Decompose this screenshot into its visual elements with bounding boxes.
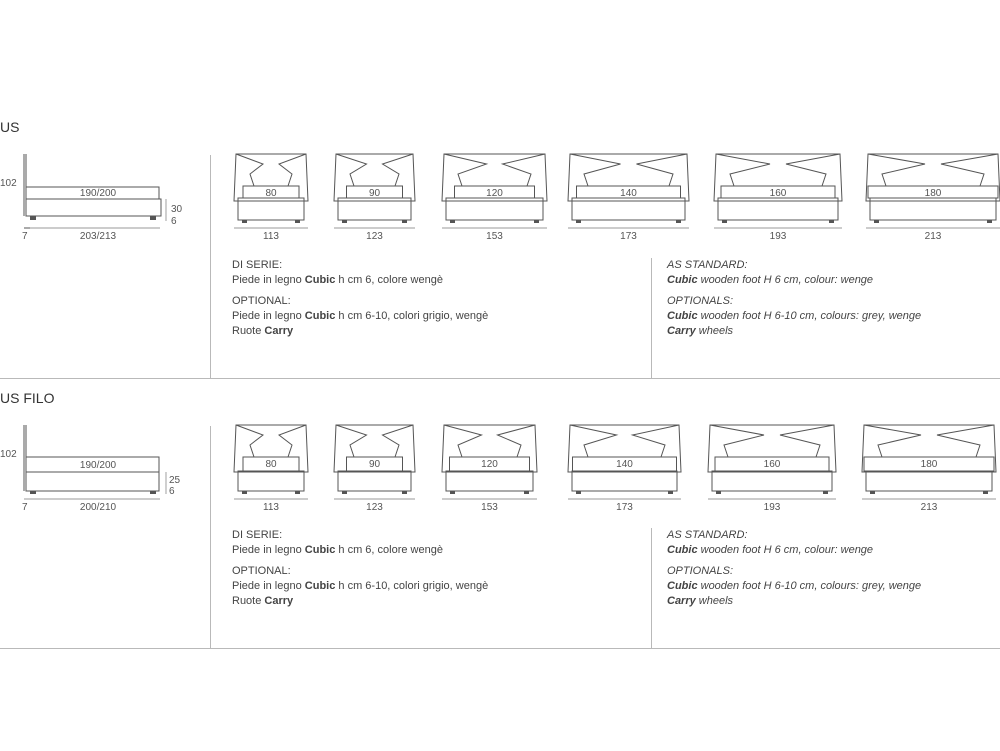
- bed-foot: [716, 491, 721, 494]
- bed-foot: [524, 491, 529, 494]
- optional-heading-en: OPTIONALS:: [667, 565, 734, 577]
- bed-foot: [987, 220, 992, 223]
- bed-foot: [676, 220, 681, 223]
- bed-foot: [342, 220, 347, 223]
- bed-foot: [242, 220, 247, 223]
- total-width-label: 193: [763, 502, 781, 513]
- bed-foot: [402, 491, 407, 494]
- bed-foot: [342, 491, 347, 494]
- side-depth-top-label: 30: [171, 204, 183, 215]
- side-height-label: 102: [0, 178, 17, 189]
- total-width-label: 123: [366, 502, 383, 513]
- standard-foot-it: Piede in legno Cubic h cm 6, colore wengè: [232, 544, 443, 556]
- bed-foot: [242, 491, 247, 494]
- standard-features-en: [667, 528, 997, 609]
- mattress-width-label: 80: [265, 459, 277, 470]
- mattress-width-label: 180: [924, 188, 942, 199]
- bed-foot: [402, 220, 407, 223]
- mattress-width-label: 160: [769, 188, 787, 199]
- optional-wheels-it: Ruote Carry: [232, 595, 294, 607]
- mattress-width-label: 120: [486, 188, 503, 199]
- bed-diagram-row: [0, 421, 1000, 521]
- total-width-label: 113: [263, 231, 279, 242]
- standard-features-en: [667, 258, 997, 339]
- standard-foot-en: Cubic wooden foot H 6 cm, colour: wenge: [667, 274, 874, 286]
- front-view-bed: [234, 154, 308, 242]
- section-title: US FILO: [0, 390, 55, 406]
- bed-foot: [823, 491, 828, 494]
- side-view-drawing: [0, 154, 183, 242]
- optional-wheels-en: Carry wheels: [667, 325, 734, 337]
- standard-heading-en: AS STANDARD:: [667, 259, 748, 271]
- optional-foot-en: Cubic wooden foot H 6-10 cm, colours: grey, wenge: [667, 580, 922, 592]
- bed-foot: [874, 220, 879, 223]
- front-view-bed: [334, 154, 415, 242]
- side-total-length-label: 203/213: [79, 231, 117, 242]
- standard-features-it: [232, 528, 562, 609]
- front-view-bed: [568, 425, 681, 513]
- front-view-bed: [234, 425, 308, 513]
- mattress-width-label: 140: [616, 459, 633, 470]
- mattress-width-label: 160: [763, 459, 781, 470]
- bed-foot: [870, 491, 875, 494]
- bed-foot: [534, 220, 539, 223]
- side-view-drawing: [0, 425, 181, 513]
- side-depth-top-label: 25: [169, 475, 181, 486]
- bed-foot: [576, 491, 581, 494]
- bed-foot: [983, 491, 988, 494]
- total-width-label: 123: [366, 231, 383, 242]
- optional-foot-en: Cubic wooden foot H 6-10 cm, colours: grey, wenge: [667, 310, 922, 322]
- optional-wheels-it: Ruote Carry: [232, 325, 294, 337]
- front-view-bed: [568, 154, 689, 242]
- optional-heading-en: OPTIONALS:: [667, 295, 734, 307]
- section-title: US: [0, 119, 20, 135]
- front-view-bed: [714, 154, 842, 242]
- bed-diagram-row: [0, 150, 1000, 250]
- front-view-bed: [708, 425, 836, 513]
- front-view-bed: [862, 425, 996, 513]
- optional-heading-it: OPTIONAL:: [232, 295, 291, 307]
- standard-heading-it: DI SERIE:: [232, 529, 283, 541]
- bed-foot: [829, 220, 834, 223]
- mattress-width-label: 90: [368, 459, 381, 470]
- bed-base: [238, 471, 304, 491]
- optional-foot-it: Piede in legno Cubic h cm 6-10, colori grigio, wengè: [232, 310, 489, 322]
- standard-heading-it: DI SERIE:: [232, 259, 283, 271]
- side-foot-label: 7: [22, 231, 28, 242]
- front-view-bed: [334, 425, 415, 513]
- mattress-width-label: 80: [265, 188, 277, 199]
- front-view-bed: [442, 425, 537, 513]
- bed-foot: [722, 220, 727, 223]
- front-view-bed: [442, 154, 547, 242]
- mattress-width-label: 120: [481, 459, 498, 470]
- bed-foot: [295, 491, 300, 494]
- bed-foot: [295, 220, 300, 223]
- total-width-label: 173: [616, 502, 633, 513]
- front-view-bed: [866, 154, 1000, 242]
- bed-base: [572, 471, 677, 491]
- bed-foot: [450, 220, 455, 223]
- side-total-length-label: 200/210: [79, 502, 117, 513]
- bed-foot: [450, 491, 455, 494]
- mattress-width-label: 140: [620, 188, 637, 199]
- side-depth-bottom-label: 6: [169, 486, 175, 497]
- bed-base: [712, 471, 832, 491]
- mattress-width-label: 90: [368, 188, 381, 199]
- bed-base: [866, 471, 992, 491]
- standard-foot-it: Piede in legno Cubic h cm 6, colore wengè: [232, 274, 443, 286]
- side-foot-label: 7: [22, 502, 28, 513]
- side-length-label: 190/200: [79, 460, 117, 471]
- mattress-width-label: 180: [920, 459, 938, 470]
- bed-foot: [668, 491, 673, 494]
- bed-base: [338, 471, 411, 491]
- bed-foot: [576, 220, 581, 223]
- total-width-label: 193: [769, 231, 787, 242]
- standard-foot-en: Cubic wooden foot H 6 cm, colour: wenge: [667, 544, 874, 556]
- standard-heading-en: AS STANDARD:: [667, 529, 748, 541]
- optional-wheels-en: Carry wheels: [667, 595, 734, 607]
- side-height-label: 102: [0, 449, 17, 460]
- total-width-label: 213: [920, 502, 938, 513]
- total-width-label: 213: [924, 231, 942, 242]
- total-width-label: 153: [481, 502, 498, 513]
- total-width-label: 173: [620, 231, 637, 242]
- optional-foot-it: Piede in legno Cubic h cm 6-10, colori grigio, wengè: [232, 580, 489, 592]
- side-depth-bottom-label: 6: [171, 216, 177, 227]
- side-length-label: 190/200: [79, 188, 117, 199]
- standard-features-it: [232, 258, 562, 339]
- total-width-label: 113: [263, 502, 279, 513]
- total-width-label: 153: [486, 231, 503, 242]
- bed-base: [446, 471, 533, 491]
- optional-heading-it: OPTIONAL:: [232, 565, 291, 577]
